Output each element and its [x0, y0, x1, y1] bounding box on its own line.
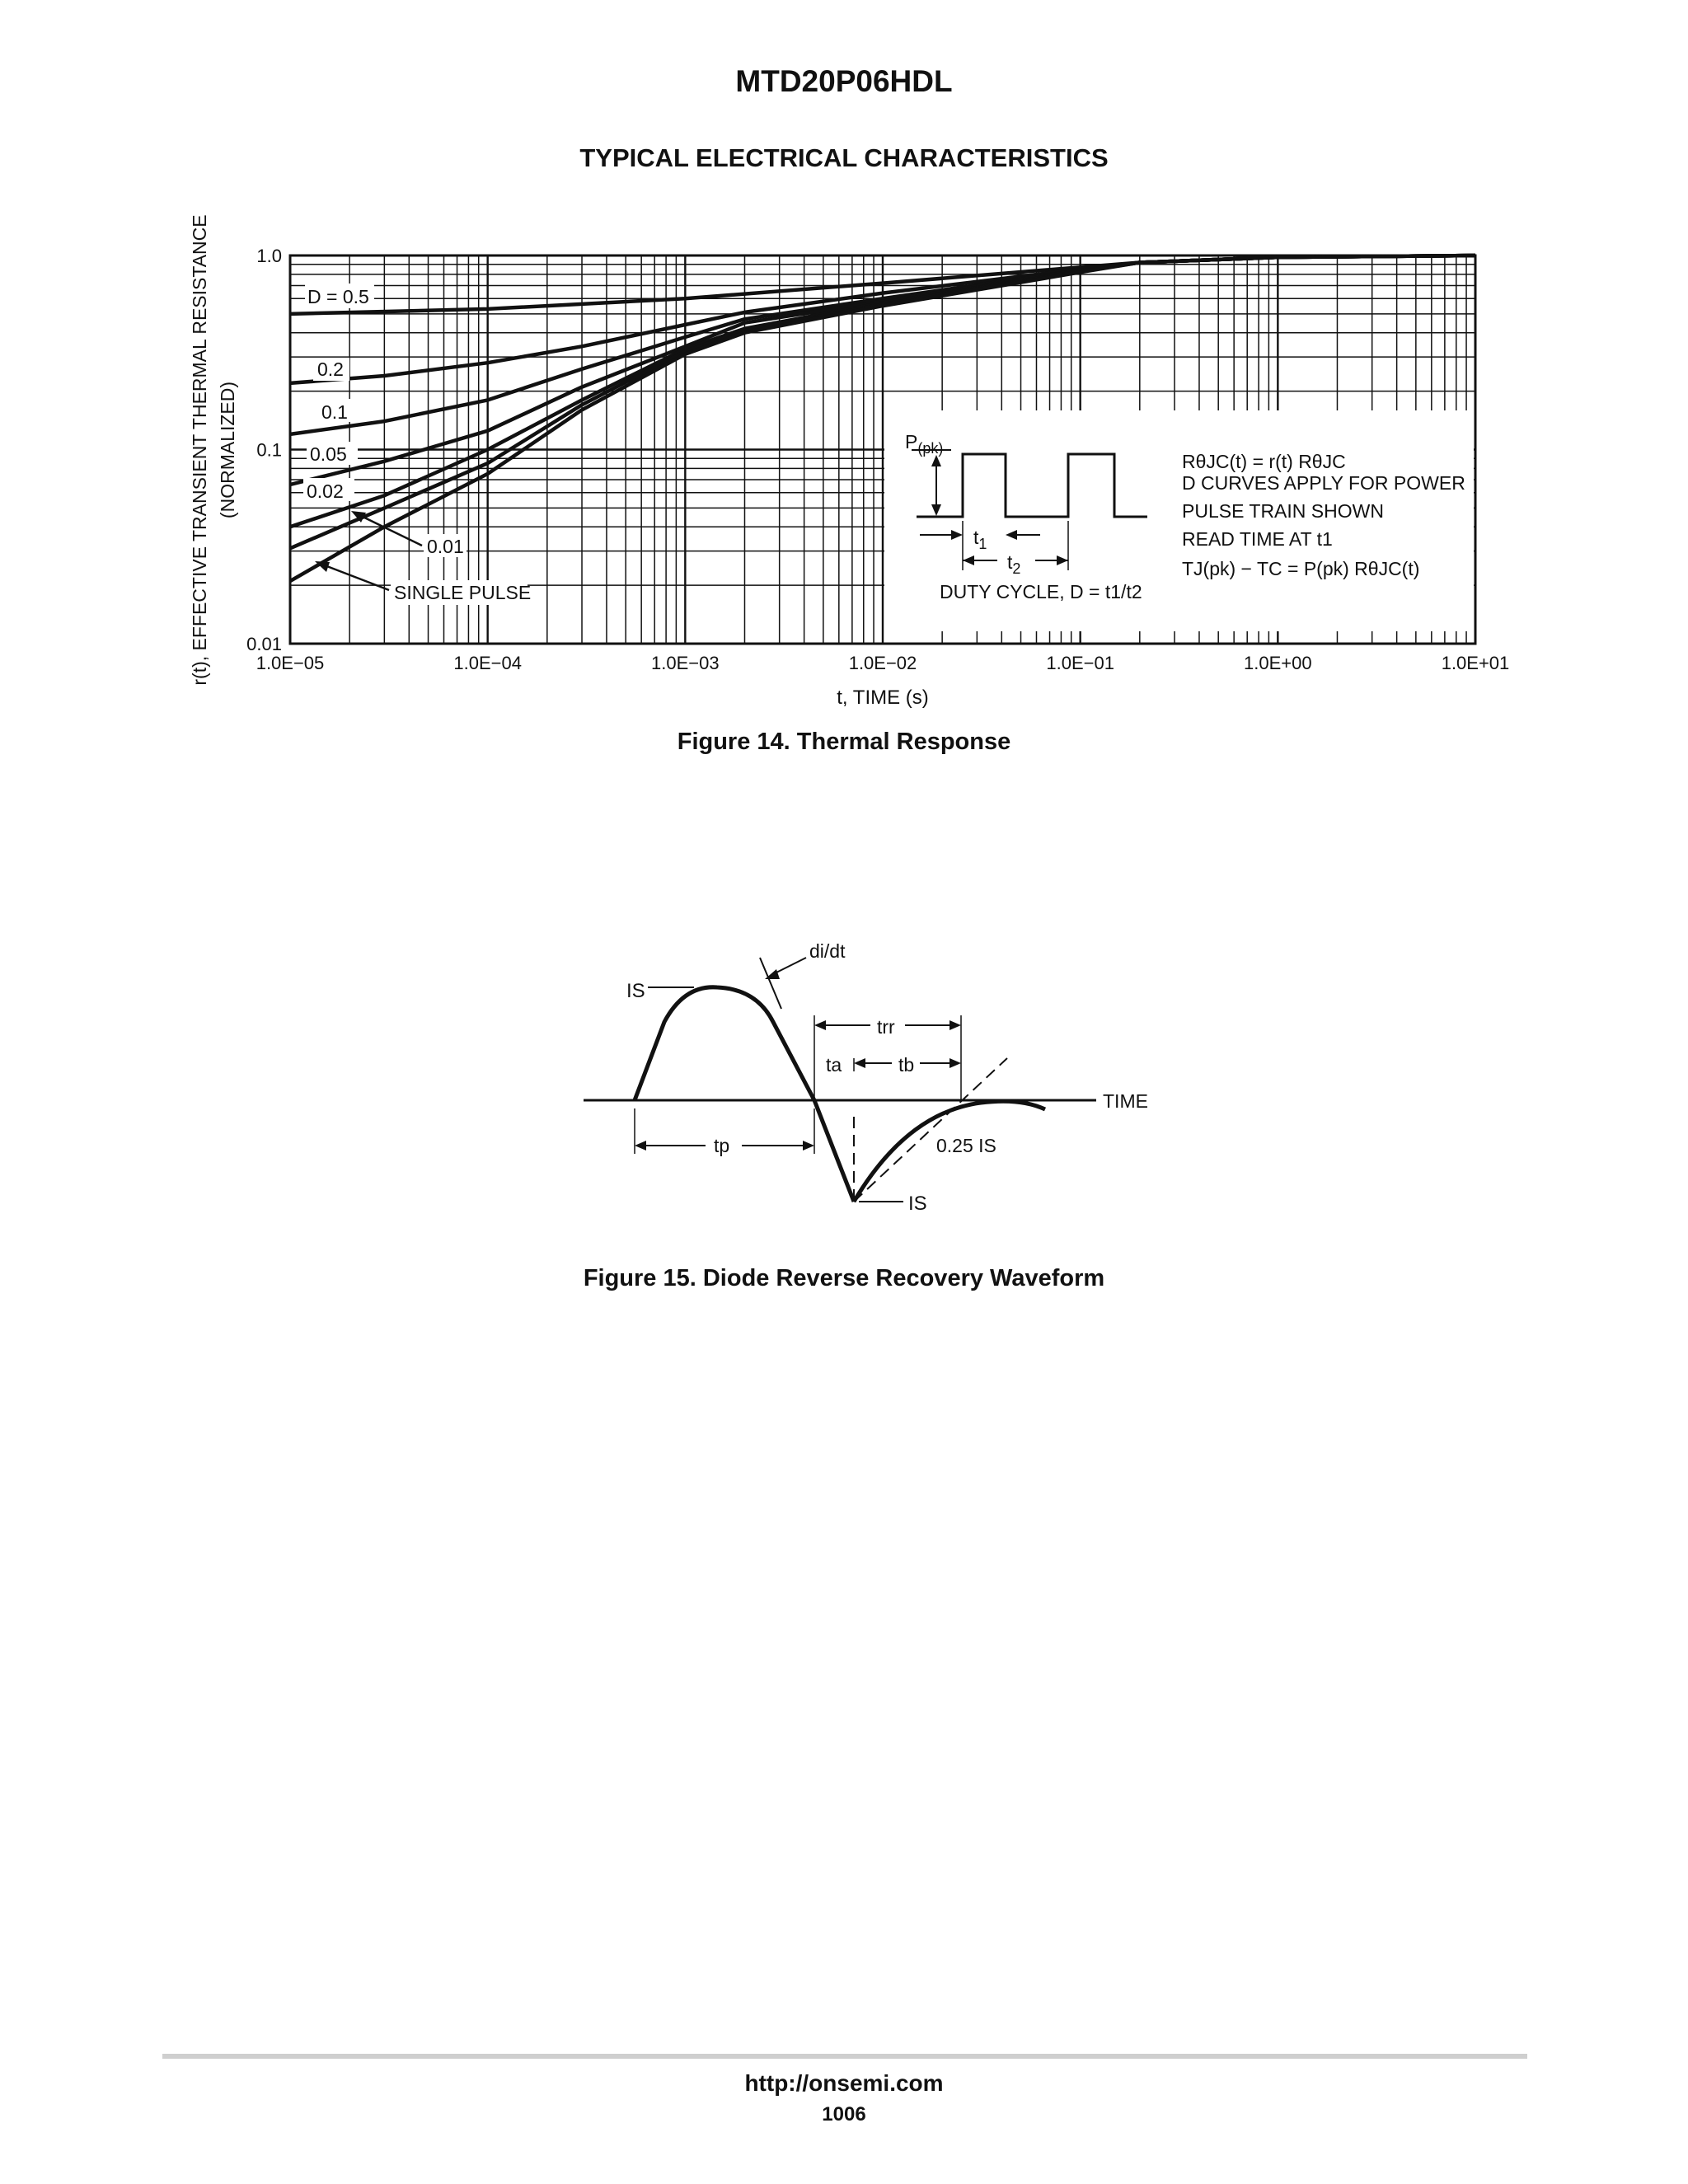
reverse-peak-label: IS	[908, 1193, 927, 1215]
d001-leader-line	[361, 516, 422, 546]
x-tick-label: 1.0E−05	[256, 653, 325, 673]
y-tick-label: 0.1	[256, 439, 282, 461]
tb-label: tb	[898, 1054, 915, 1076]
didt-tangent-line	[760, 958, 781, 1009]
y-axis-label-normalized: (NORMALIZED)	[217, 381, 238, 519]
inset-note-5: TJ(pk) − TC = P(pk) RθJC(t)	[1182, 558, 1420, 579]
single-pulse-leader-line	[325, 565, 389, 590]
y-axis-label: r(t), EFFECTIVE TRANSIENT THERMAL RESISTANCE	[189, 214, 210, 686]
trr-label: trr	[877, 1016, 895, 1038]
t2-label: $t_2$	[1007, 551, 1021, 577]
trr-arrow-right-icon	[950, 1020, 961, 1030]
curve-label-d02: 0.2	[317, 359, 344, 380]
inset-note-2: D CURVES APPLY FOR POWER	[1182, 472, 1465, 494]
figure15-caption: Figure 15. Diode Reverse Recovery Waveform	[583, 1265, 1105, 1291]
peak-current-label: IS	[626, 980, 645, 1002]
didt-label: di/dt	[809, 940, 846, 962]
thermal-response-chart	[0, 0, 1688, 725]
duty-cycle-label: DUTY CYCLE, D = t1/t2	[940, 581, 1142, 602]
curve-label-d001: 0.01	[427, 536, 464, 557]
x-tick-label: 1.0E−02	[848, 653, 917, 673]
tb-arrow-right-icon	[950, 1058, 961, 1068]
ppk-label: $P_{(pk)}$	[905, 431, 944, 457]
inset-note-4: READ TIME AT t1	[1182, 528, 1333, 550]
page-number: 1006	[822, 2103, 866, 2125]
part-number-title: MTD20P06HDL	[735, 64, 953, 98]
x-tick-label: 1.0E−01	[1046, 653, 1114, 673]
x-tick-label: 1.0E−04	[453, 653, 522, 673]
trr-arrow-left-icon	[814, 1020, 826, 1030]
section-title: TYPICAL ELECTRICAL CHARACTERISTICS	[579, 143, 1109, 172]
extrapolation-dashed-line	[854, 1058, 1007, 1202]
inset-note-1: RθJC(t) = r(t) RθJC	[1182, 451, 1346, 472]
curve-label-single-pulse: SINGLE PULSE	[394, 582, 532, 603]
ta-label: ta	[826, 1054, 842, 1076]
y-tick-label: 1.0	[256, 246, 282, 266]
x-tick-label: 1.0E−03	[651, 653, 720, 673]
footer-url-link[interactable]: http://onsemi.com	[744, 2070, 944, 2096]
inset-note-3: PULSE TRAIN SHOWN	[1182, 500, 1384, 522]
tp-arrow-left-icon	[635, 1141, 646, 1151]
tb-arrow-left-icon	[854, 1058, 865, 1068]
curve-label-d05: D = 0.5	[307, 286, 369, 307]
time-axis-label: TIME	[1103, 1090, 1148, 1112]
y-tick-label: 0.01	[246, 634, 282, 654]
didt-leader-line	[773, 958, 806, 974]
curve-label-d005: 0.05	[310, 443, 347, 465]
x-axis-label: t, TIME (s)	[837, 687, 929, 709]
footer-divider	[162, 2054, 1527, 2059]
t1-label: $t_1$	[973, 527, 987, 552]
reverse-recovery-diagram	[0, 907, 1688, 1253]
figure14-caption: Figure 14. Thermal Response	[677, 729, 1011, 755]
tp-label: tp	[714, 1135, 730, 1156]
x-tick-label: 1.0E+00	[1244, 653, 1312, 673]
x-tick-label: 1.0E+01	[1441, 653, 1510, 673]
curve-label-d002: 0.02	[307, 480, 344, 502]
quarter-is-label: 0.25 IS	[936, 1135, 996, 1156]
reverse-current-ramp	[814, 1100, 854, 1202]
forward-current-waveform	[635, 987, 814, 1100]
tp-arrow-right-icon	[803, 1141, 814, 1151]
curve-label-d01: 0.1	[321, 401, 348, 423]
